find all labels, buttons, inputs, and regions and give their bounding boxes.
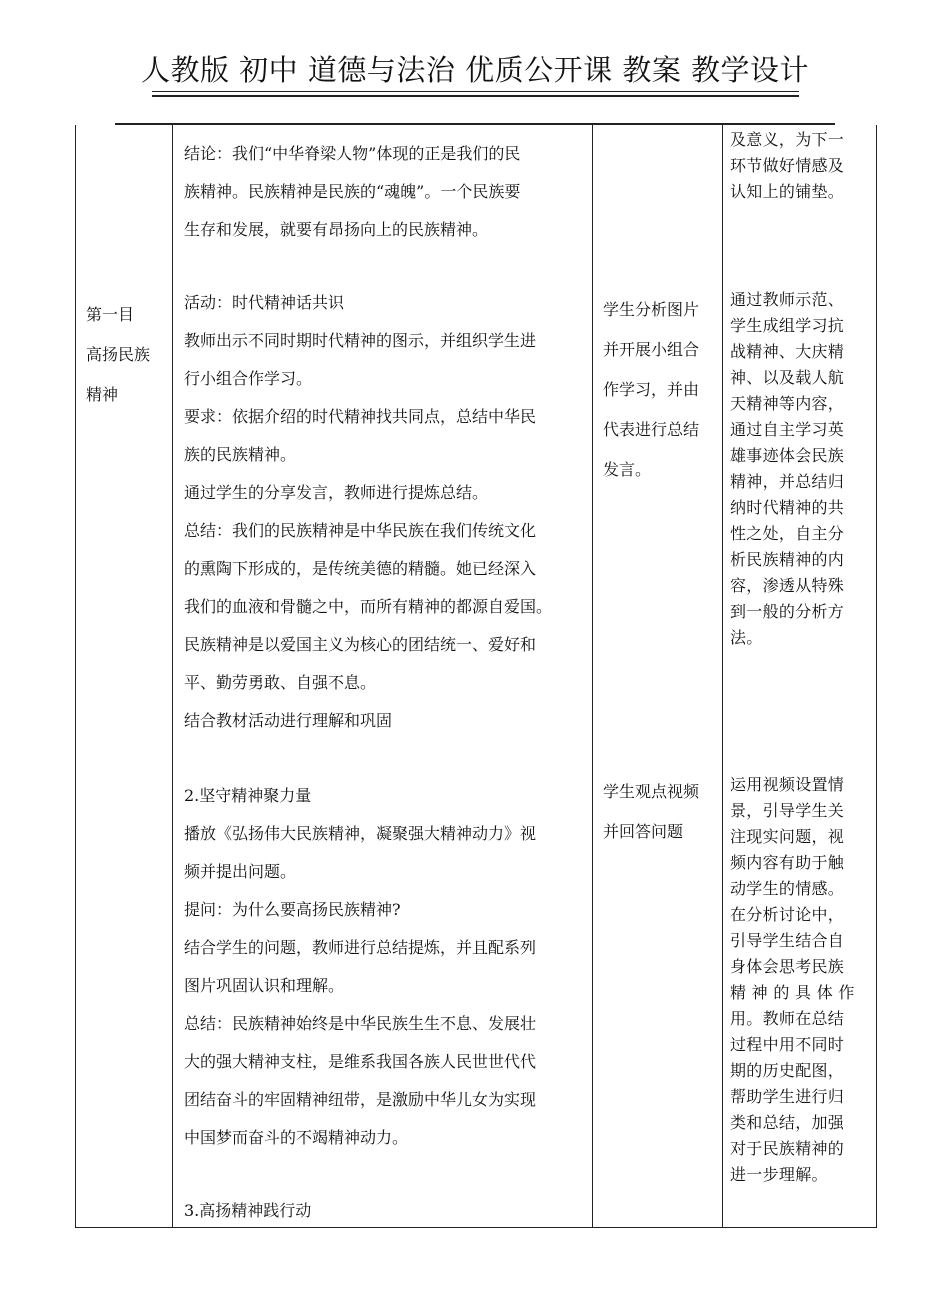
design-intent-2: [730, 772, 870, 1188]
content-line: 要求：依据介绍的时代精神找共同点，总结中华民: [184, 407, 537, 426]
column-divider: [172, 125, 173, 1228]
content-line: 民族精神是以爱国主义为核心的团结统一、爱好和: [184, 635, 537, 654]
intent-line: 到一般的分析方: [730, 602, 845, 621]
content-line: 族的民族精神。: [184, 445, 297, 464]
section-title-line: 高扬民族: [86, 345, 151, 364]
design-intent-1: [730, 287, 870, 651]
intent-line: 身体会思考民族: [730, 957, 845, 976]
intent-line: 天精神等内容，: [730, 394, 845, 413]
student-line: 学生分析图片: [603, 300, 700, 319]
content-line: 播放《弘扬伟大民族精神，凝聚强大精神动力》视: [184, 824, 537, 843]
intent-line: 精 神 的 具 体 作: [730, 983, 855, 1002]
content-line: 频并提出问题。: [184, 862, 297, 881]
intent-line: 纳时代精神的共: [730, 498, 845, 517]
intent-line: 析民族精神的内: [730, 550, 845, 569]
intent-line: 学生成组学习抗: [730, 316, 845, 335]
header-rule-thin: [152, 91, 799, 92]
content-line: 行小组合作学习。: [184, 369, 313, 388]
intent-line: 认知上的铺垫。: [730, 182, 845, 201]
intent-line: 精神，并总结归: [730, 472, 845, 491]
student-line: 并回答问题: [603, 822, 684, 841]
intent-line: 性之处，自主分: [730, 524, 845, 543]
content-line: 通过学生的分享发言，教师进行提炼总结。: [184, 483, 489, 502]
content-line: 总结：民族精神始终是中华民族生生不息、发展壮: [184, 1014, 537, 1033]
content-line: 大的强大精神支柱，是维系我国各族人民世世代代: [184, 1052, 537, 1071]
student-line: 作学习，并由: [603, 380, 700, 399]
intent-line: 过程中用不同时: [730, 1035, 845, 1054]
content-line: 总结：我们的民族精神是中华民族在我们传统文化: [184, 521, 537, 540]
intent-line: 进一步理解。: [730, 1165, 828, 1184]
content-line: 教师出示不同时期时代精神的图示，并组织学生进: [184, 331, 537, 350]
content-line: 提问：为什么要高扬民族精神?: [184, 900, 401, 919]
content-line: 中国梦而奋斗的不竭精神动力。: [184, 1128, 409, 1147]
content-activity: [184, 284, 588, 740]
intent-line: 通过自主学习英: [730, 420, 845, 439]
intent-line: 战精神、大庆精: [730, 342, 845, 361]
student-line: 学生观点视频: [603, 782, 700, 801]
intent-line: 运用视频设置情: [730, 775, 845, 794]
intent-line: 景，引导学生关: [730, 801, 845, 820]
intent-line: 注现实问题，视: [730, 827, 845, 846]
header-rule-thick: [152, 95, 799, 97]
intent-line: 期的历史配图，: [730, 1061, 845, 1080]
intent-line: 神、以及载人航: [730, 368, 845, 387]
intent-line: 引导学生结合自: [730, 931, 845, 950]
intent-line: 对于民族精神的: [730, 1139, 845, 1158]
content-line: 团结奋斗的牢固精神纽带，是激励中华儿女为实现: [184, 1090, 537, 1109]
intent-line: 及意义，为下一: [730, 130, 845, 149]
content-line: 生存和发展，就要有昂扬向上的民族精神。: [184, 220, 489, 239]
intent-line: 法。: [730, 628, 763, 647]
content-line: 平、勤劳勇敢、自强不息。: [184, 673, 377, 692]
content-line: 结合学生的问题，教师进行总结提炼，并且配系列: [184, 938, 537, 957]
column-divider: [722, 125, 723, 1228]
intent-line: 用。教师在总结: [730, 1009, 845, 1028]
intent-line: 在分析讨论中，: [730, 905, 845, 924]
content-action: [184, 1192, 588, 1230]
content-video-discussion: [184, 777, 588, 1157]
content-line: 结合教材活动进行理解和巩固: [184, 711, 393, 730]
content-line: 3.高扬精神践行动: [184, 1201, 312, 1220]
content-line: 的熏陶下形成的，是传统美德的精髓。她已经深入: [184, 559, 537, 578]
section-title-line: 精神: [86, 385, 119, 404]
content-conclusion: [184, 135, 588, 249]
student-line: 并开展小组合: [603, 340, 700, 359]
intent-line: 频内容有助于触: [730, 853, 845, 872]
content-line: 2.坚守精神聚力量: [184, 786, 312, 805]
intent-line: 动学生的情感。: [730, 879, 845, 898]
intent-line: 通过教师示范、: [730, 290, 845, 309]
content-line: 结论：我们“中华脊梁人物”体现的正是我们的民: [184, 144, 521, 163]
design-intent-0: [730, 127, 870, 205]
intent-line: 容，渗透从特殊: [730, 576, 845, 595]
content-line: 族精神。民族精神是民族的“魂魄”。一个民族要: [184, 182, 521, 201]
student-line: 发言。: [603, 460, 652, 479]
student-line: 代表进行总结: [603, 420, 700, 439]
section-title-cell: [86, 295, 171, 415]
content-line: 图片巩固认识和理解。: [184, 976, 345, 995]
student-activity-2: [603, 772, 718, 852]
section-title-line: 第一目: [86, 305, 135, 324]
intent-line: 类和总结，加强: [730, 1113, 845, 1132]
intent-line: 帮助学生进行归: [730, 1087, 845, 1106]
content-line: 活动：时代精神话共识: [184, 293, 345, 312]
student-activity-1: [603, 290, 718, 490]
page-title: 人教版 初中 道德与法治 优质公开课 教案 教学设计: [140, 53, 810, 87]
intent-line: 环节做好情感及: [730, 156, 845, 175]
content-line: 我们的血液和骨髓之中，而所有精神的都源自爱国。: [184, 597, 553, 616]
intent-line: 雄事迹体会民族: [730, 446, 845, 465]
column-divider: [592, 125, 593, 1228]
